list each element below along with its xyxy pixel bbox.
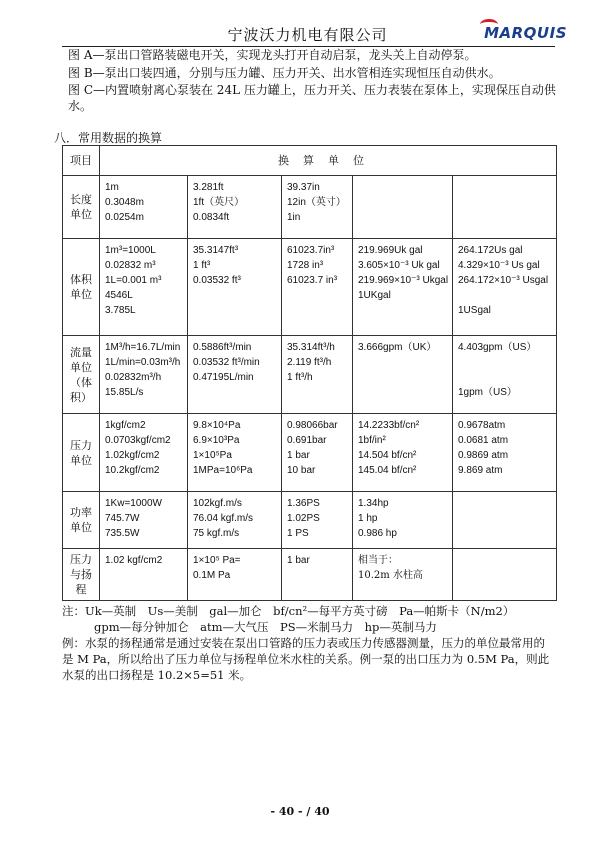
table-cell: [282, 239, 353, 336]
cell-value: 1.34hp: [358, 498, 389, 509]
cell-value: 0.47195L/min: [193, 372, 254, 383]
row-label-line: 压力: [70, 438, 92, 452]
cell-value: 0.1M Pa: [193, 570, 231, 581]
cell-value: 39.37in: [287, 182, 320, 193]
page-header: [60, 22, 567, 46]
table-row: [63, 549, 557, 601]
row-label: [63, 492, 100, 549]
cell-value: 1L/min=0.03m³/h: [105, 357, 181, 368]
cell-value: 14.2233bf/cn²: [358, 420, 420, 431]
table-cell: [188, 414, 282, 492]
row-label: [63, 239, 100, 336]
cell-value: 4.329×10⁻³ Us gal: [458, 260, 540, 271]
cell-value: 1 ft³/h: [287, 372, 313, 383]
cell-value: 1m: [105, 182, 119, 193]
cell-value: 3.281ft: [193, 182, 224, 193]
row-label-line: 单位: [70, 360, 92, 374]
cell-value: 61023.7in³: [287, 245, 335, 256]
cell-value: 1.02kgf/cm2: [105, 450, 160, 461]
header-item: 项目: [63, 146, 100, 176]
cell-value: 10 bar: [287, 465, 316, 476]
cell-value: 1.02PS: [287, 513, 320, 524]
table-cell: [353, 414, 453, 492]
table-cell: [353, 239, 453, 336]
cell-value: 745.7W: [105, 513, 140, 524]
cell-value: 9.8×10⁴Pa: [193, 420, 241, 431]
cell-value: 1728 in³: [287, 260, 324, 271]
cell-value: 1 ft³: [193, 260, 211, 271]
cell-value: 6.9×10³Pa: [193, 435, 240, 446]
table-cell: [453, 414, 557, 492]
cell-value: 1 hp: [358, 513, 378, 524]
table-cell: [188, 492, 282, 549]
cell-value: 0.0681 atm: [458, 435, 509, 446]
cell-value: 10.2kgf/cm2: [105, 465, 160, 476]
cell-value: 9.869 atm: [458, 465, 503, 476]
note-abbreviations-2: gpm—每分钟加仑 atm—大气压 PS—米制马力 hp—英制马力: [94, 620, 437, 634]
table-cell: [188, 176, 282, 239]
table-cell: [282, 549, 353, 601]
cell-value: 0.03532 ft³/min: [193, 357, 260, 368]
company-name: 宁波沃力机电有限公司: [227, 26, 388, 44]
cell-value: 264.172×10⁻³ Usgal: [458, 275, 549, 286]
cell-value: 2.119 ft³/h: [287, 357, 332, 368]
unit-conversion-table: [62, 145, 557, 601]
cell-value: 102kgf.m/s: [193, 498, 242, 509]
row-label-line: （体: [70, 375, 92, 389]
cell-value: 1 bar: [287, 555, 310, 566]
table-cell: [453, 549, 557, 601]
table-cell: [453, 176, 557, 239]
cell-value: 0.5886ft³/min: [193, 342, 252, 353]
cell-value: 61023.7 in³: [287, 275, 338, 286]
note-example: 例：水泵的扬程通常是通过安装在泵出口管路的压力表或压力传感器测量，压力的单位最常用的是 M Pa，所以给出了压力单位与扬程单位米水柱的关系。例一泵的出口压力为 0.5M Pa，则此水泵的出口扬程是 10.2×5=51 米。: [62, 636, 550, 682]
table-row: [63, 239, 557, 336]
table-cell: [353, 176, 453, 239]
cell-value: 1m³=1000L: [105, 245, 156, 256]
row-label-line: 长度: [70, 193, 92, 206]
cell-value: 0.3048m: [105, 197, 144, 208]
cell-spacer: [458, 288, 551, 303]
cell-value: 1M³/h=16.7L/min: [105, 342, 181, 353]
cell-spacer: [458, 355, 551, 370]
cell-value: 1Kw=1000W: [105, 498, 162, 509]
cell-value: 1 PS: [287, 528, 309, 539]
table-cell: [353, 492, 453, 549]
cell-value: 4.403gpm（US）: [458, 342, 537, 353]
cell-value: 1MPa=10⁶Pa: [193, 465, 253, 476]
cell-value: 219.969×10⁻³ Ukgal: [358, 275, 449, 286]
cell-value: 14.504 bf/cn²: [358, 450, 417, 461]
cell-value: 0.0703kgf/cm2: [105, 435, 171, 446]
cell-value: 0.691bar: [287, 435, 327, 446]
row-label-line: 体积: [70, 273, 92, 286]
table-cell: [282, 336, 353, 414]
row-label-line: 单位: [70, 453, 92, 467]
cell-value: 1USgal: [458, 305, 491, 316]
table-cell: [188, 336, 282, 414]
logo-text: MARQUIS: [484, 24, 567, 42]
cell-value: 1bf/in²: [358, 435, 386, 446]
cell-value: 264.172Us gal: [458, 245, 523, 256]
table-cell: [453, 336, 557, 414]
cell-value: 0.02832 m³: [105, 260, 156, 271]
cell-value: 1.36PS: [287, 498, 320, 509]
intro-paragraph-c: 图 C—内置喷射离心泵装在 24L 压力罐上，压力开关、压力表装在泵体上，实现保压自动供水。: [68, 83, 556, 113]
cell-value: 0.986 hp: [358, 528, 397, 539]
cell-value: 1.02 kgf/cm2: [105, 555, 163, 566]
cell-value: 15.85L/s: [105, 387, 144, 398]
table-cell: [100, 239, 188, 336]
logo-swoosh-icon: [480, 19, 498, 30]
table-header-row: [63, 146, 557, 176]
cell-value: 3.666gpm（UK）: [358, 342, 437, 353]
cell-value: 0.02832m³/h: [105, 372, 162, 383]
row-label-line: 积）: [70, 390, 92, 404]
table-cell: [282, 414, 353, 492]
table-cell: [353, 549, 453, 601]
table-cell: [453, 239, 557, 336]
row-label: [63, 549, 100, 601]
row-label: [63, 176, 100, 239]
row-label-line: 程: [75, 583, 87, 596]
table-cell: [188, 549, 282, 601]
cell-value: 1×10⁵Pa: [193, 450, 232, 461]
table-cell: [100, 549, 188, 601]
row-label-line: 压力: [70, 553, 92, 566]
cell-value: 1ft（英尺）: [193, 197, 245, 208]
cell-value: 0.9678atm: [458, 420, 506, 431]
cell-value: 735.5W: [105, 528, 140, 539]
row-label-line: 流量: [70, 345, 92, 359]
cell-value: 3.785L: [105, 305, 136, 316]
intro-paragraph-b: 图 B—泵出口装四通，分别与压力罐、压力开关、出水管相连实现恒压自动供水。: [68, 66, 501, 80]
cell-value: 145.04 bf/cn²: [358, 465, 417, 476]
note-abbreviations-1: 注：Uk—英制 Us—美制 gal—加仑 bf/cn²—每平方英寸磅 Pa—帕斯卡（N/m2）: [62, 604, 515, 618]
cell-value: 3.605×10⁻³ Uk gal: [358, 260, 440, 271]
cell-value: 35.314ft³/h: [287, 342, 335, 353]
cell-value: 1×10⁵ Pa=: [193, 555, 241, 566]
cell-value: 相当于：: [358, 555, 398, 566]
cell-value: 35.3147ft³: [193, 245, 239, 256]
cell-value: 75 kgf.m/s: [193, 528, 240, 539]
table-cell: [100, 414, 188, 492]
row-label-line: 单位: [70, 288, 92, 301]
table-row: [63, 414, 557, 492]
table-cell: [353, 336, 453, 414]
row-label-line: 单位: [70, 521, 92, 534]
cell-value: 0.03532 ft³: [193, 275, 241, 286]
table-cell: [100, 492, 188, 549]
cell-value: 12in（英寸）: [287, 197, 346, 208]
cell-value: 1kgf/cm2: [105, 420, 146, 431]
marquis-logo: [484, 22, 567, 44]
cell-value: 219.969Uk gal: [358, 245, 423, 256]
table-cell: [282, 176, 353, 239]
cell-value: 1 bar: [287, 450, 310, 461]
row-label-line: 与扬: [70, 568, 92, 581]
section-title: 八．常用数据的换算: [54, 131, 163, 145]
table-row: [63, 336, 557, 414]
header-conversion-units: 换算单位: [100, 146, 557, 176]
table-cell: [282, 492, 353, 549]
table-cell: [100, 176, 188, 239]
cell-value: 10.2m 水柱高: [358, 570, 423, 581]
row-label: [63, 336, 100, 414]
cell-value: 1UKgal: [358, 290, 391, 301]
cell-value: 4546L: [105, 290, 133, 301]
table-cell: [100, 336, 188, 414]
cell-value: 1L=0.001 m³: [105, 275, 162, 286]
row-label: [63, 414, 100, 492]
row-label-line: 功率: [70, 506, 92, 519]
cell-value: 76.04 kgf.m/s: [193, 513, 254, 524]
cell-value: 0.0254m: [105, 212, 144, 223]
table-row: [63, 176, 557, 239]
intro-paragraph-a: 图 A—泵出口管路装磁电开关，实现龙头打开自动启泵，龙头关上自动停泵。: [68, 48, 477, 62]
cell-value: 1in: [287, 212, 301, 223]
table-cell: [453, 492, 557, 549]
row-label-line: 单位: [70, 208, 92, 221]
cell-value: 0.98066bar: [287, 420, 338, 431]
cell-value: 1gpm（US）: [458, 387, 517, 398]
table-row: [63, 492, 557, 549]
cell-value: 0.0834ft: [193, 212, 230, 223]
page-number: - 40 - / 40: [270, 805, 330, 818]
cell-spacer: [458, 370, 551, 385]
cell-value: 0.9869 atm: [458, 450, 509, 461]
table-cell: [188, 239, 282, 336]
